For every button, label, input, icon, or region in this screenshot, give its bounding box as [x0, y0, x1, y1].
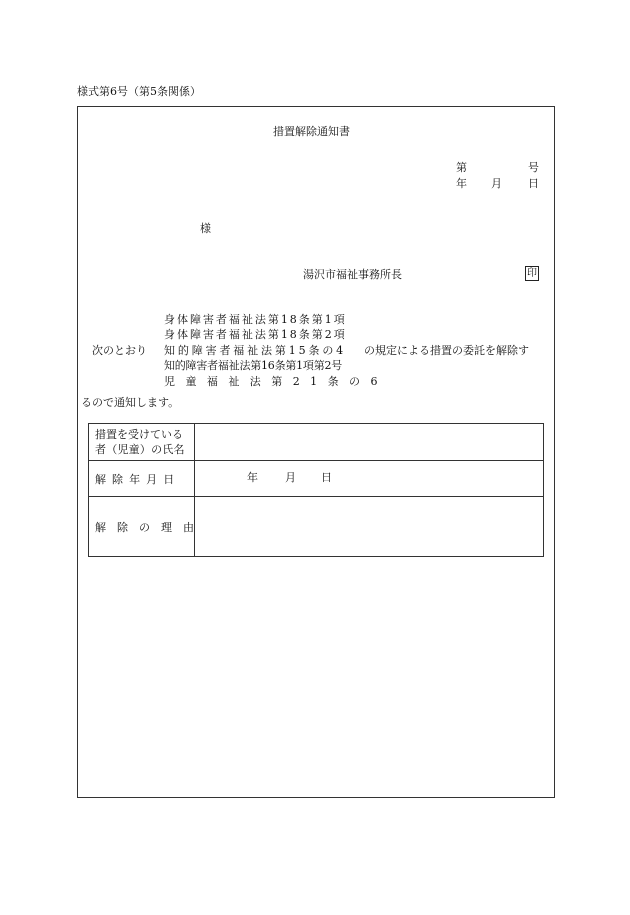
issuer-name: 湯沢市福祉事務所長: [303, 268, 402, 281]
issue-date-month: 月: [491, 177, 502, 190]
body-tail: るので通知します。: [81, 396, 180, 409]
cancellation-date-year: 年: [247, 471, 258, 484]
law-option: 知的障害者福祉法第15条の4: [164, 344, 347, 357]
body-intro: 次のとおり: [92, 344, 147, 357]
law-option: 身体障害者福祉法第18条第2項: [164, 328, 347, 341]
info-table: [88, 423, 544, 557]
body-continuation: の規定による措置の委託を解除す: [364, 344, 529, 357]
law-option: 知的障害者福祉法第16条第1項第2号: [164, 359, 343, 372]
cancellation-date-month: 月: [285, 471, 296, 484]
seal-mark: 印: [527, 268, 537, 279]
law-option: 身体障害者福祉法第18条第1項: [164, 313, 347, 326]
table-row-divider: [89, 496, 543, 497]
issue-date-year: 年: [456, 177, 467, 190]
recipient-name-label: 措置を受けている 者（児童）の氏名: [95, 428, 185, 456]
issue-date-day: 日: [528, 177, 539, 190]
cancellation-date-label: 解除年月日: [95, 473, 181, 486]
document-number-suffix: 号: [528, 161, 539, 174]
document-title: 措置解除通知書: [273, 125, 350, 138]
document-number-prefix: 第: [456, 161, 467, 174]
law-option: 児童福祉法第21条の6: [164, 375, 388, 388]
recipient-honorific: 様: [200, 222, 211, 235]
form-number-label: 様式第6号（第5条関係）: [77, 85, 201, 98]
cancellation-date-day: 日: [321, 471, 332, 484]
cancellation-reason-label: 解除の理由: [95, 521, 205, 534]
table-column-divider: [194, 424, 195, 556]
table-row-divider: [89, 460, 543, 461]
